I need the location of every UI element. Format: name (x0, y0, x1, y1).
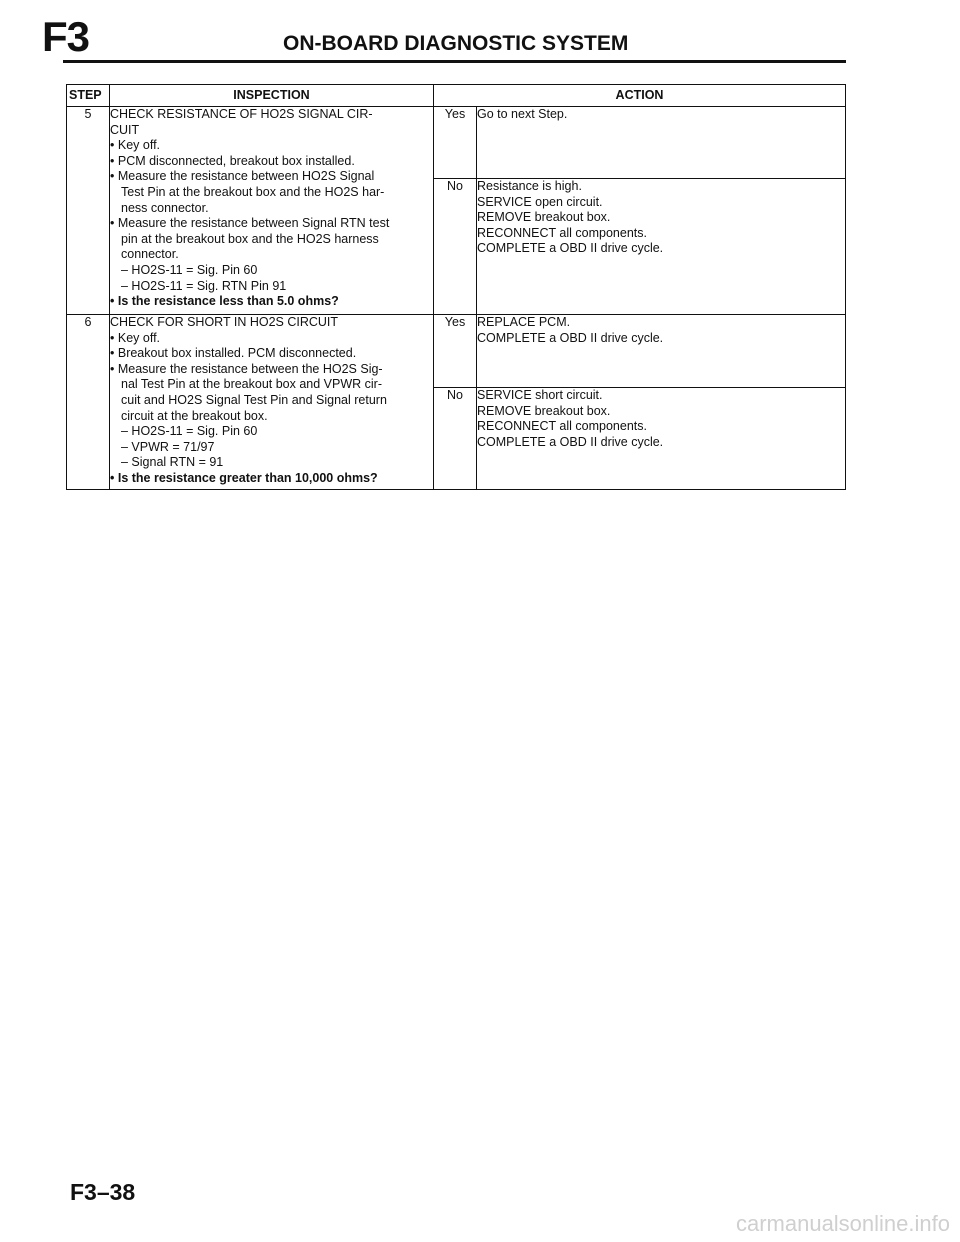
watermark: carmanualsonline.info (735, 1211, 950, 1236)
inspection-line: CHECK RESISTANCE OF HO2S SIGNAL CIR- (110, 107, 373, 121)
inspection-line: Test Pin at the breakout box and the HO2S har- (121, 184, 385, 199)
title-divider (63, 60, 846, 63)
action-line: SERVICE short circuit. (477, 388, 603, 402)
inspection-line: – HO2S-11 = Sig. Pin 60 (121, 262, 258, 277)
inspection-line: CUIT (110, 122, 140, 137)
inspection-line: circuit at the breakout box. (121, 408, 268, 423)
inspection-line: ness connector. (121, 200, 209, 215)
action-line: Resistance is high. (477, 179, 582, 193)
inspection-line: – Signal RTN = 91 (121, 455, 224, 470)
no-label: No (434, 388, 477, 490)
no-action-cell (477, 388, 846, 490)
inspection-cell (110, 315, 434, 490)
inspection-line: • PCM disconnected, breakout box installed. (110, 154, 433, 170)
yes-action-cell (477, 315, 846, 388)
action-line: COMPLETE a OBD II drive cycle. (477, 434, 664, 449)
inspection-line: pin at the breakout box and the HO2S harness (121, 231, 379, 246)
no-action-cell (477, 179, 846, 315)
step-number: 5 (67, 107, 110, 315)
yes-label: Yes (434, 315, 477, 388)
inspection-column-header: INSPECTION (110, 85, 434, 107)
inspection-cell (110, 107, 434, 315)
inspection-line: – VPWR = 71/97 (121, 439, 215, 454)
section-code: F3 (42, 13, 90, 60)
action-line: REMOVE breakout box. (477, 210, 611, 225)
action-line: SERVICE open circuit. (477, 194, 603, 209)
yes-label: Yes (434, 107, 477, 179)
action-line: REMOVE breakout box. (477, 403, 611, 418)
inspection-line: – HO2S-11 = Sig. RTN Pin 91 (121, 278, 287, 293)
no-label: No (434, 179, 477, 315)
yes-action-cell (477, 107, 846, 179)
action-line: RECONNECT all components. (477, 225, 647, 240)
page-number: F3–38 (70, 1179, 136, 1205)
step-number: 6 (67, 315, 110, 490)
inspection-line: CHECK FOR SHORT IN HO2S CIRCUIT (110, 315, 339, 329)
inspection-line: nal Test Pin at the breakout box and VPWR cir- (121, 377, 383, 392)
action-line: Go to next Step. (477, 107, 568, 121)
inspection-line: • Key off. (110, 331, 433, 347)
step-5-yes-row (67, 107, 846, 179)
inspection-line: • Measure the resistance between Signal RTN test (110, 216, 433, 232)
inspection-line: – HO2S-11 = Sig. Pin 60 (121, 424, 258, 439)
inspection-question: • Is the resistance less than 5.0 ohms? (110, 294, 433, 310)
action-line: COMPLETE a OBD II drive cycle. (477, 241, 664, 256)
inspection-line: cuit and HO2S Signal Test Pin and Signal return (121, 392, 387, 407)
inspection-question: • Is the resistance greater than 10,000 ohms? (110, 471, 433, 487)
action-line: RECONNECT all components. (477, 419, 647, 434)
step-6-yes-row (67, 315, 846, 388)
action-column-header: ACTION (434, 85, 846, 107)
inspection-line: • Key off. (110, 138, 433, 154)
inspection-line: connector. (121, 247, 179, 262)
action-line: REPLACE PCM. (477, 315, 571, 329)
inspection-line: • Breakout box installed. PCM disconnected. (110, 346, 433, 362)
table-header-row (67, 85, 846, 107)
diagnostic-table (66, 84, 846, 490)
step-column-header: STEP (67, 85, 110, 107)
page-title: ON-BOARD DIAGNOSTIC SYSTEM (283, 32, 629, 55)
inspection-line: • Measure the resistance between the HO2S Sig- (110, 362, 433, 378)
inspection-line: • Measure the resistance between HO2S Signal (110, 169, 433, 185)
action-line: COMPLETE a OBD II drive cycle. (477, 330, 664, 345)
